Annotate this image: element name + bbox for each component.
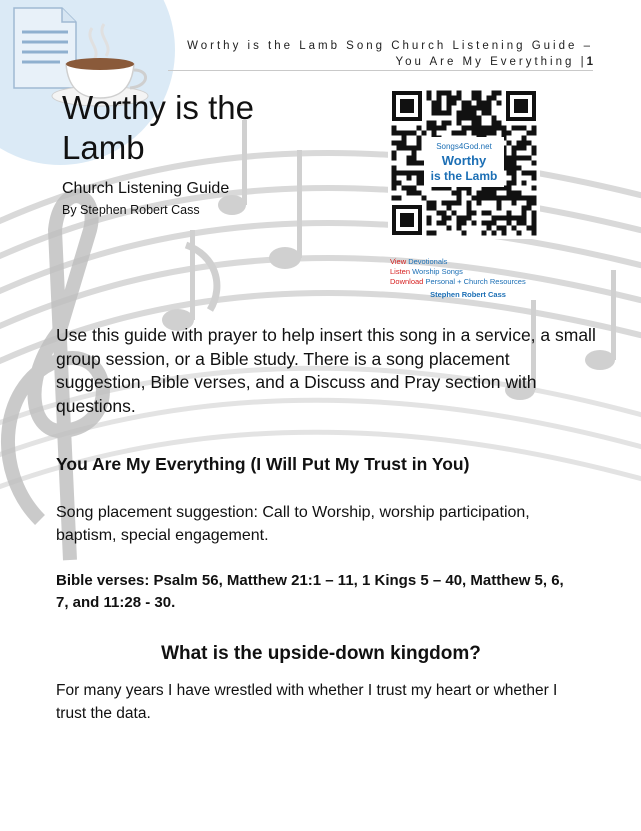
- listen-label: Listen: [390, 267, 411, 276]
- qr-code[interactable]: [388, 87, 540, 239]
- qr-site-label: Songs4God.net: [436, 142, 492, 151]
- qr-caption-download: [390, 277, 526, 287]
- qr-title-line2: is the Lamb: [430, 169, 498, 183]
- qr-caption: [390, 257, 526, 287]
- qr-author: Stephen Robert Cass: [430, 290, 506, 299]
- section-heading: What is the upside-down kingdom?: [161, 643, 481, 664]
- page-number: 1: [586, 56, 593, 68]
- qr-title-line1: Worthy: [441, 153, 487, 168]
- running-title-line2: You Are My Everything: [395, 56, 575, 68]
- header-divider: [168, 70, 593, 71]
- title-line1: Worthy is the: [62, 89, 254, 126]
- author-byline: By Stephen Robert Cass: [62, 203, 200, 217]
- intro-paragraph: Use this guide with prayer to help insert this song in a service, a small group session, or a Bible study. There is a song placement suggestion, Bible verses, and a Discuss and Pray section with questions.: [56, 325, 596, 416]
- view-rest: Devotionals: [408, 257, 448, 266]
- song-heading: You Are My Everything (I Will Put My Trust in You): [56, 454, 470, 474]
- header-separator: |: [574, 56, 587, 68]
- listen-rest: Worship Songs: [412, 267, 463, 276]
- title-line2: Lamb: [62, 129, 145, 166]
- running-title-line2-row: [187, 54, 593, 70]
- view-label: View: [390, 257, 407, 266]
- qr-caption-view: [390, 257, 526, 267]
- download-label: Download: [390, 277, 424, 286]
- running-title-line1: Worthy is the Lamb Song Church Listening Guide –: [187, 40, 593, 52]
- running-header: [187, 38, 593, 70]
- placement-paragraph: Song placement suggestion: Call to Worship, worship participation, baptism, special engagement.: [56, 504, 530, 544]
- download-rest: Personal + Church Resources: [425, 277, 526, 286]
- bible-verses: Bible verses: Psalm 56, Matthew 21:1 – 11, 1 Kings 5 – 40, Matthew 5, 6, 7, and 11:28 - 30.: [56, 572, 564, 611]
- section-body: For many years I have wrestled with whether I trust my heart or whether I trust the data.: [56, 682, 558, 722]
- document-subtitle: Church Listening Guide: [62, 180, 230, 197]
- qr-caption-listen: [390, 267, 526, 277]
- document-icon: [14, 8, 76, 88]
- document-title: [62, 88, 312, 168]
